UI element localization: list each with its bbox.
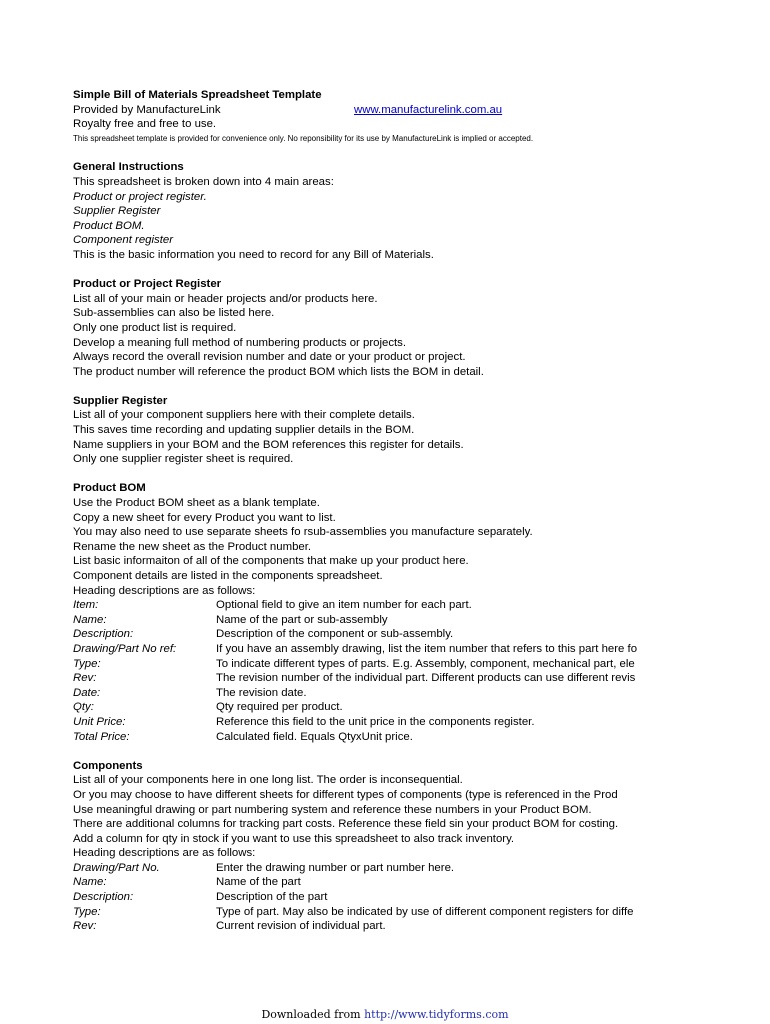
field-desc: Reference this field to the unit price in the components register. [216, 715, 535, 728]
bom-field-row [73, 598, 697, 613]
area-item: Supplier Register [73, 205, 161, 218]
provided-by-text: Provided by ManufactureLink [73, 103, 221, 116]
field-name: Drawing/Part No. [73, 861, 160, 874]
field-name: Date: [73, 686, 101, 699]
field-name: Total Price: [73, 730, 130, 743]
components-line: List all of your components here in one long list. The order is inconsequential. [73, 774, 463, 787]
field-desc: If you have an assembly drawing, list the item number that refers to this part here fo [216, 642, 638, 655]
field-name: Rev: [73, 920, 97, 933]
footer-prefix: Downloaded from [261, 1008, 361, 1021]
general-outro: This is the basic information you need to record for any Bill of Materials. [73, 248, 434, 261]
field-desc: Enter the drawing number or part number here. [216, 861, 455, 874]
royalty-text: Royalty free and free to use. [73, 118, 217, 131]
document-page [73, 88, 697, 934]
tidyforms-link[interactable]: http://www.tidyforms.com [364, 1008, 509, 1021]
bom-field-row [73, 700, 697, 715]
component-field-row [73, 890, 697, 905]
field-name: Description: [73, 891, 134, 904]
field-name: Type: [73, 657, 101, 670]
supplier-register-line: List all of your component suppliers here with their complete details. [73, 409, 415, 422]
area-item: Product BOM. [73, 219, 145, 232]
bom-field-row [73, 613, 697, 628]
field-desc: Type of part. May also be indicated by use of different component registers for diffe [216, 905, 634, 918]
product-register-heading: Product or Project Register [73, 278, 222, 291]
field-name: Rev: [73, 672, 97, 685]
product-bom-line: Rename the new sheet as the Product number. [73, 540, 312, 553]
bom-field-row [73, 715, 697, 730]
component-field-row [73, 919, 697, 934]
supplier-register-heading: Supplier Register [73, 394, 168, 407]
product-bom-line: Use the Product BOM sheet as a blank template. [73, 497, 320, 510]
product-register-line: Develop a meaning full method of numbering products or projects. [73, 336, 407, 349]
product-register-line: List all of your main or header projects and/or products here. [73, 292, 378, 305]
components-line: Or you may choose to have different sheets for different types of components (type is referenced in the Prod [73, 788, 618, 801]
field-desc: Name of the part [216, 876, 301, 889]
product-register-line: Always record the overall revision number and date or your product or project. [73, 351, 466, 364]
field-name: Type: [73, 905, 101, 918]
components-line: Add a column for qty in stock if you want to use this spreadsheet to also track inventory. [73, 832, 515, 845]
component-field-row [73, 875, 697, 890]
components-heading: Components [73, 759, 143, 772]
bom-field-row [73, 627, 697, 642]
bom-field-row [73, 686, 697, 701]
field-desc: Qty required per product. [216, 701, 343, 714]
product-bom-line: Component details are listed in the components spreadsheet. [73, 570, 383, 582]
field-desc: Current revision of individual part. [216, 920, 386, 933]
supplier-register-line: Name suppliers in your BOM and the BOM references this register for details. [73, 438, 464, 451]
document-title: Simple Bill of Materials Spreadsheet Template [73, 89, 322, 101]
field-name: Unit Price: [73, 715, 126, 728]
field-desc: The revision date. [216, 686, 307, 699]
components-line: Use meaningful drawing or part numbering system and reference these numbers in your Product BOM. [73, 803, 592, 816]
bom-field-row [73, 642, 697, 657]
field-name: Item: [73, 599, 99, 612]
download-footer [0, 1008, 770, 1021]
field-desc: The revision number of the individual part. Different products can use different revis [216, 672, 636, 685]
product-bom-line: Heading descriptions are as follows: [73, 584, 256, 597]
product-bom-heading: Product BOM [73, 482, 146, 495]
product-bom-line: You may also need to use separate sheets fo rsub-assemblies you manufacture separately. [73, 526, 533, 539]
general-instructions-heading: General Instructions [73, 161, 184, 174]
manufacturelink-website-link[interactable]: www.manufacturelink.com.au [354, 103, 503, 116]
product-register-line: Sub-assemblies can also be listed here. [73, 307, 275, 320]
supplier-register-line: This saves time recording and updating supplier details in the BOM. [73, 424, 415, 437]
field-desc: Description of the component or sub-assembly. [216, 628, 454, 641]
area-item: Product or project register. [73, 190, 207, 203]
provided-by-line [73, 103, 697, 118]
product-bom-line: List basic informaiton of all of the components that make up your product here. [73, 555, 469, 568]
field-desc: To indicate different types of parts. E.g. Assembly, component, mechanical part, ele [216, 657, 635, 670]
field-name: Name: [73, 876, 107, 889]
general-intro: This spreadsheet is broken down into 4 main areas: [73, 175, 334, 188]
bom-field-row [73, 657, 697, 672]
bom-field-row [73, 671, 697, 686]
product-bom-line: Copy a new sheet for every Product you want to list. [73, 511, 336, 524]
field-name: Drawing/Part No ref: [73, 642, 177, 655]
components-line: Heading descriptions are as follows: [73, 847, 256, 860]
field-desc: Optional field to give an item number for each part. [216, 599, 472, 612]
product-register-line: Only one product list is required. [73, 321, 237, 334]
field-name: Description: [73, 628, 134, 641]
disclaimer-text: This spreadsheet template is provided for convenience only. No reponsibility for its use by ManufactureLink is implied or accepted. [73, 133, 534, 143]
bom-field-row [73, 730, 697, 745]
field-desc: Name of the part or sub-assembly [216, 613, 388, 626]
component-field-row [73, 905, 697, 920]
supplier-register-line: Only one supplier register sheet is required. [73, 453, 294, 466]
field-name: Name: [73, 613, 107, 626]
field-desc: Description of the part [216, 891, 328, 904]
field-name: Qty: [73, 701, 94, 714]
area-item: Component register [73, 234, 174, 247]
component-field-row [73, 861, 697, 876]
product-register-line: The product number will reference the product BOM which lists the BOM in detail. [73, 365, 484, 378]
field-desc: Calculated field. Equals QtyxUnit price. [216, 730, 413, 743]
components-line: There are additional columns for tracking part costs. Reference these field sin your product BOM for costing. [73, 818, 619, 831]
